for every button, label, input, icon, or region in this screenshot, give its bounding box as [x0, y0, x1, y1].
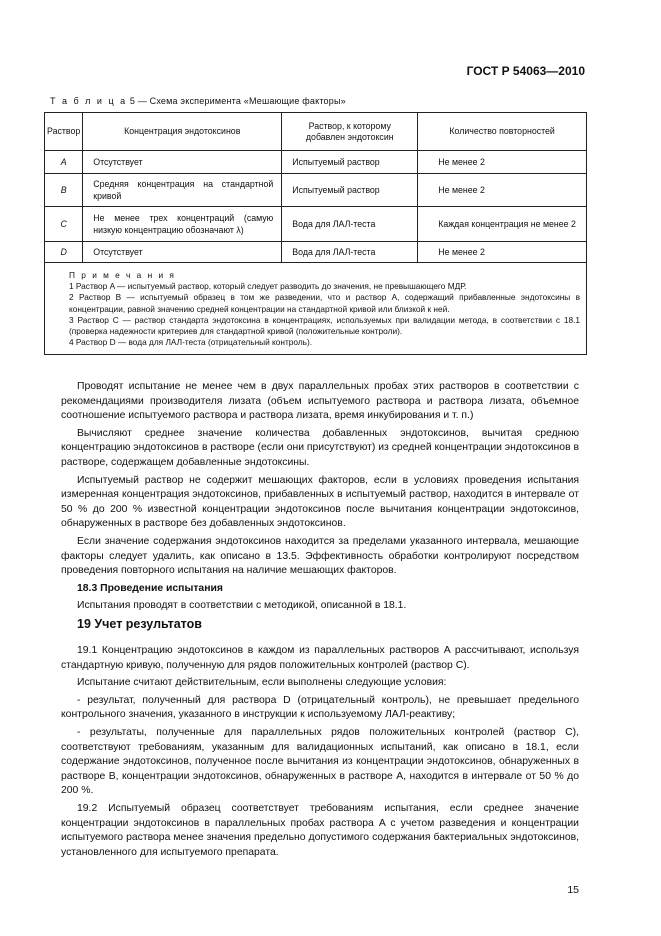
paragraph-no-interference: Испытуемый раствор не содержит мешающих факторов, если в условиях проведения испытания измеренная концентрация эндотоксинов, прибавленных в испытуемый раствор, находится в интервале от 50 % до 200 % известной концентрации эндотоксинов после вычитания концентрации эндотоксинов, обнаруженных в растворе без добавленных эндотоксинов. — [61, 474, 579, 530]
cell-solution: D — [45, 242, 83, 263]
column-header-repeats: Количество повторностей — [418, 113, 587, 151]
paragraph-19-2: 19.2 Испытуемый образец соответствует требованиям испытания, если среднее значение концентрации эндотоксинов в параллельных пробах раствора A с учетом разведения и концентрации испытуемого раствора менее значения предельно допустимого содержания бактериальных эндотоксинов, установленного для испытуемого препарата. — [61, 802, 579, 858]
paragraph-test-procedure: Испытания проводят в соответствии с методикой, описанной в 18.1. — [77, 600, 407, 612]
subsection-heading-18-3: 18.3 Проведение испытания — [77, 582, 223, 594]
note-4: 4 Раствор D — вода для ЛАЛ-теста (отрицательный контроль). — [69, 337, 313, 348]
document-id-header: ГОСТ Р 54063—2010 — [466, 64, 585, 78]
paragraph-remove-interference: Если значение содержания эндотоксинов находится за пределами указанного интервала, мешающие факторы следует удалить, как описано в 13.5. Эффективность обработки контролируют посредством проведения повторного испытания на наличие мешающих факторов. — [61, 535, 579, 577]
table-caption-text: 5 — Схема эксперимента «Мешающие факторы» — [129, 96, 346, 106]
cell-repeats: Не менее 2 — [418, 174, 587, 207]
cell-added-to: Вода для ЛАЛ-теста — [282, 242, 418, 263]
table-row — [45, 207, 587, 242]
table-caption — [50, 96, 346, 106]
note-1: 1 Раствор A — испытуемый раствор, который следует разводить до значения, не превышающего МДР. — [69, 281, 467, 292]
paragraph-condition-c: - результаты, полученные для параллельных рядов положительных контролей (раствор C), соответствуют требованиям, указанным для валидационных испытаний, как описано в 18.1, если содержание эндотоксинов, полученное после вычитания из концентрации эндотоксинов, обнаруженных в растворе B, концентрации эндотоксинов, обнаруженных в растворе A, находится в интервале от 50 % до 200 %. — [61, 726, 579, 797]
section-19-text — [61, 644, 579, 863]
cell-repeats: Не менее 2 — [418, 242, 587, 263]
cell-solution: A — [45, 151, 83, 174]
cell-repeats: Не менее 2 — [418, 151, 587, 174]
paragraph-parallel-samples: Проводят испытание не менее чем в двух параллельных пробах этих растворов в соответствии с рекомендациями производителя лизата (объем испытуемого раствора и раствора лизата, объемное соотношение испытуемого раствора и раствора лизата, время инкубирования и т. п.) — [61, 381, 579, 422]
table-header-row — [45, 113, 587, 151]
table-row — [45, 151, 587, 174]
cell-solution: C — [45, 207, 83, 242]
notes-title: П р и м е ч а н и я — [69, 270, 176, 280]
note-3: 3 Раствор C — раствор стандарта эндотоксина в концентрациях, используемых при валидации метода, в соответствии с 18.1 (проверка надежности критериев для стандартной кривой (положительные контроли). — [69, 314, 580, 337]
table-row — [45, 174, 587, 207]
paragraph-validity-conditions: Испытание считают действительным, если выполнены следующие условия: — [77, 677, 447, 689]
paragraph-19-1: 19.1 Концентрацию эндотоксинов в каждом из параллельных растворов A рассчитывают, используя стандартную кривую, полученную для рядов положительных контролей (раствор C). — [61, 645, 579, 671]
table-notes-row — [45, 263, 587, 355]
page-number: 15 — [567, 884, 579, 896]
column-header-added-to: Раствор, к которому добавлен эндотоксин — [282, 113, 418, 151]
paragraph-mean-calculation: Вычисляют среднее значение количества добавленных эндотоксинов, вычитая среднюю концентрацию эндотоксинов в растворе (если они присутствуют) из средней концентрации эндотоксинов в растворе, содержащем добавленные эндотоксины. — [61, 427, 579, 468]
section-18-text — [61, 380, 579, 617]
cell-added-to: Испытуемый раствор — [282, 174, 418, 207]
column-header-concentration: Концентрация эндотоксинов — [83, 113, 282, 151]
column-header-solution: Раствор — [45, 113, 83, 151]
cell-added-to: Испытуемый раствор — [282, 151, 418, 174]
cell-concentration: Отсутствует — [83, 151, 282, 174]
cell-concentration: Отсутствует — [83, 242, 282, 263]
note-2: 2 Раствор B — испытуемый образец в том же разведении, что и раствор A, содержащий прибавленные эндотоксины в концентрации, равной значению средней концентрации на стандартной кривой или близкой к ней. — [69, 292, 580, 314]
table-row — [45, 242, 587, 263]
table-notes — [45, 263, 587, 355]
cell-repeats: Каждая концентрация не менее 2 — [418, 207, 587, 242]
experiment-scheme-table — [44, 112, 587, 355]
cell-concentration: Средняя концентрация на стандартной кривой — [83, 174, 282, 207]
section-heading-19: 19 Учет результатов — [77, 617, 202, 631]
paragraph-condition-d: - результат, полученный для раствора D (отрицательный контроль), не превышает предельного контрольного значения, указанного в инструкции к используемому ЛАЛ-реактиву; — [61, 694, 579, 721]
table-caption-prefix: Т а б л и ц а — [50, 96, 128, 106]
cell-concentration: Не менее трех концентраций (самую низкую концентрацию обозначают λ) — [83, 207, 282, 242]
cell-solution: B — [45, 174, 83, 207]
cell-added-to: Вода для ЛАЛ-теста — [282, 207, 418, 242]
